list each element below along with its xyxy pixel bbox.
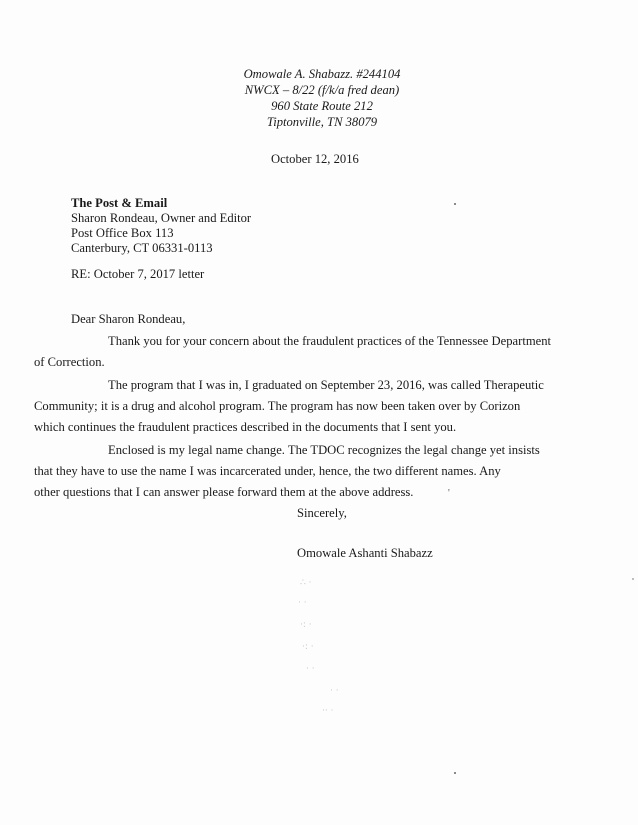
- sender-address-block: [0, 66, 638, 130]
- paragraph-line: Community; it is a drug and alcohol program. The program has now been taken over by Corizon: [34, 399, 521, 413]
- paragraph-line: The program that I was in, I graduated on September 23, 2016, was called Therapeutic: [108, 378, 544, 392]
- recipient-po-box: Post Office Box 113: [71, 226, 174, 240]
- paragraph-line: of Correction.: [34, 355, 105, 369]
- paragraph: [34, 440, 561, 503]
- bleed-through-mark: ·· ·: [322, 706, 334, 716]
- re-line: RE: October 7, 2017 letter: [71, 267, 205, 281]
- bleed-through-mark: · ·: [330, 686, 339, 696]
- letter-date: October 12, 2016: [271, 152, 359, 166]
- paragraph-line: Enclosed is my legal name change. The TDOC recognizes the legal change yet insists: [108, 443, 540, 457]
- speck: [454, 203, 456, 205]
- paragraph: [34, 375, 561, 438]
- signature-name: Omowale Ashanti Shabazz: [297, 546, 433, 560]
- bleed-through-mark: ∴ ·: [300, 578, 312, 588]
- paragraph-line: other questions that I can answer please forward them at the above address.: [34, 485, 414, 499]
- sender-unit-line: NWCX – 8/22 (f/k/a fred dean): [244, 83, 400, 97]
- bleed-through-mark: ·: ·: [300, 620, 312, 630]
- paragraph-line: Thank you for your concern about the fraudulent practices of the Tennessee Department: [108, 334, 551, 348]
- stray-mark: ': [448, 488, 450, 499]
- closing: Sincerely,: [297, 506, 347, 520]
- recipient-address-block: [71, 196, 251, 256]
- bleed-through-mark: ·: ·: [302, 642, 314, 652]
- paragraph-line: which continues the fraudulent practices described in the documents that I sent you.: [34, 420, 457, 434]
- speck: [454, 772, 456, 774]
- sender-city-line: Tiptonville, TN 38079: [266, 115, 378, 129]
- sender-name-line: Omowale A. Shabazz. #244104: [243, 67, 401, 81]
- recipient-organization: The Post & Email: [71, 196, 168, 210]
- speck: [632, 578, 634, 580]
- recipient-city: Canterbury, CT 06331-0113: [71, 241, 213, 255]
- recipient-person: Sharon Rondeau, Owner and Editor: [71, 211, 252, 225]
- sender-street-line: 960 State Route 212: [271, 99, 373, 113]
- salutation: Dear Sharon Rondeau,: [71, 312, 186, 326]
- letter-body: [34, 331, 561, 505]
- bleed-through-mark: · ·: [298, 598, 307, 608]
- paragraph: [34, 331, 561, 373]
- paragraph-line: that they have to use the name I was incarcerated under, hence, the two different names. Any: [34, 464, 501, 478]
- bleed-through-mark: · ·: [306, 664, 315, 674]
